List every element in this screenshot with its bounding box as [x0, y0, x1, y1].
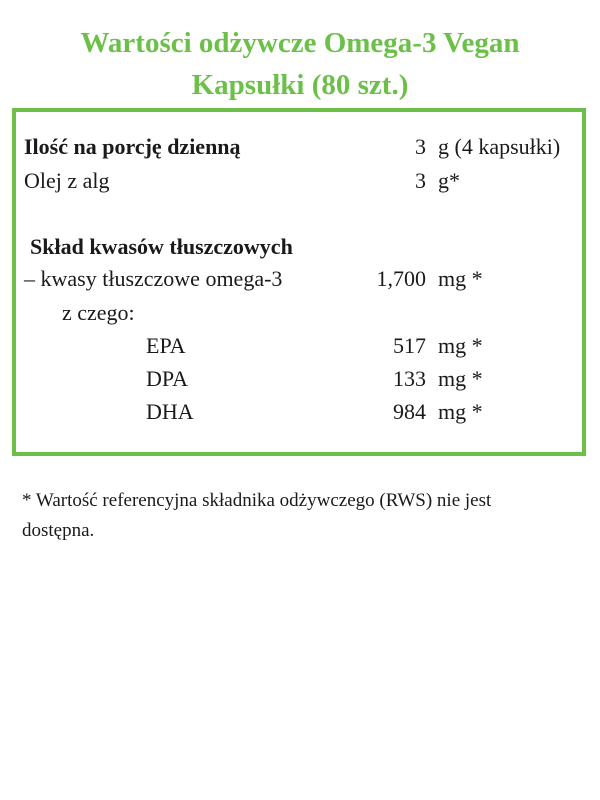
row-omega3 [16, 262, 582, 296]
dpa-value: 133 [393, 366, 426, 391]
dha-value: 984 [393, 399, 426, 424]
serving-value: 3 [415, 134, 426, 159]
page-title [0, 22, 600, 106]
row-dha [16, 395, 582, 429]
algae-oil-value: 3 [415, 168, 426, 193]
algae-oil-unit: g* [438, 168, 460, 193]
title-line-1: Wartości odżywcze Omega-3 Vegan [80, 27, 520, 59]
row-epa [16, 329, 582, 363]
epa-unit: mg * [438, 333, 483, 358]
epa-value: 517 [393, 333, 426, 358]
omega3-label: – kwasy tłuszczowe omega-3 [24, 266, 283, 291]
dha-unit: mg * [438, 399, 483, 424]
fatty-acids-heading: Skład kwasów tłuszczowych [30, 234, 293, 259]
dpa-unit: mg * [438, 366, 483, 391]
dha-label: DHA [146, 399, 194, 424]
serving-unit: g (4 kapsułki) [438, 134, 561, 159]
algae-oil-label: Olej z alg [24, 168, 110, 193]
nutrition-table [12, 108, 586, 456]
title-line-2: Kapsułki (80 szt.) [191, 69, 409, 101]
epa-label: EPA [146, 333, 186, 358]
row-section-heading [16, 230, 582, 264]
omega3-unit: mg * [438, 266, 483, 291]
row-serving [16, 130, 582, 164]
dpa-label: DPA [146, 366, 188, 391]
row-of-which [16, 296, 582, 330]
serving-label: Ilość na porcję dzienną [24, 134, 241, 159]
row-dpa [16, 362, 582, 396]
footnote: * Wartość referencyjna składnika odżywczego (RWS) nie jest dostępna. [22, 490, 492, 541]
omega3-value: 1,700 [376, 266, 426, 291]
of-which-label: z czego: [62, 300, 135, 325]
row-algae-oil [16, 164, 582, 198]
